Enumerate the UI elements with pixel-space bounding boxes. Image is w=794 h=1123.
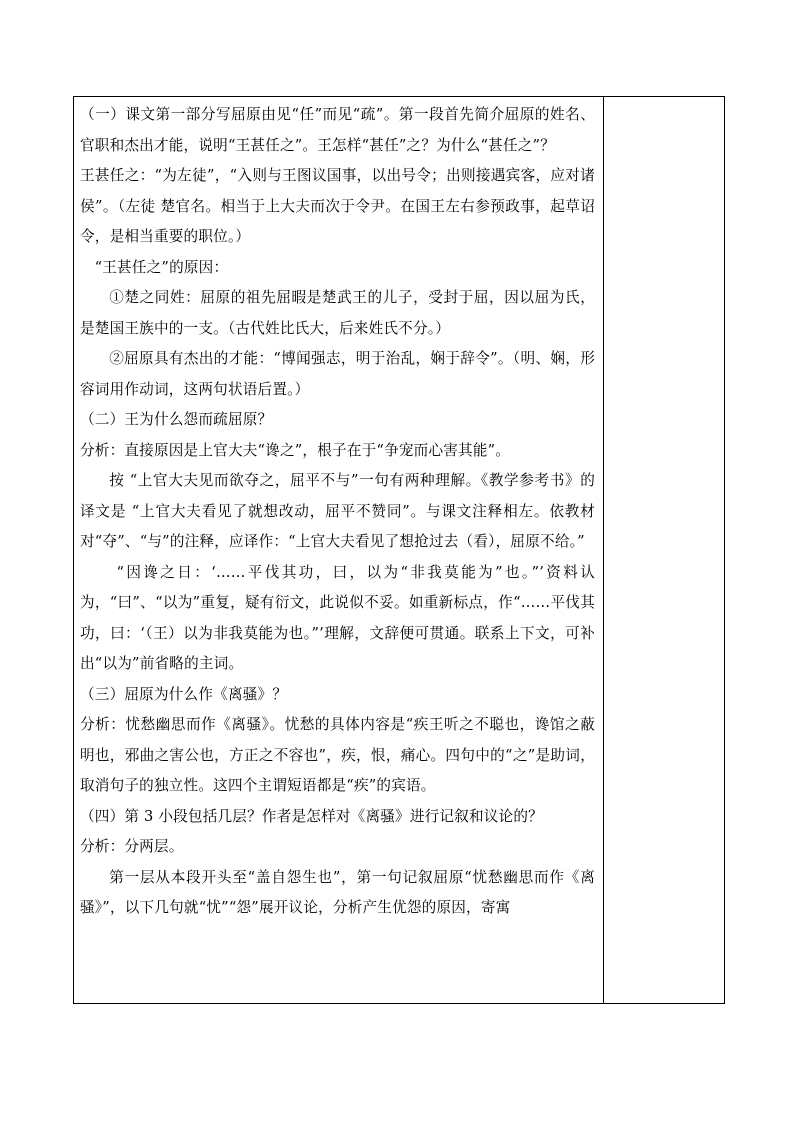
section-4-analysis: 分析：分两层。: [80, 838, 184, 855]
lesson-plan-table: [73, 96, 725, 1004]
section-3-analysis: 分析：忧愁幽思而作《离骚》。忧愁的具体内容是“疾王听之不聪也，谗馆之蔽明也，邪曲之害公也，方正之不容也”，疾，恨，痛心。四句中的“之”是助词，取消句子的独立性。这四个主谓短语都是“疾”的宾语。: [80, 716, 595, 794]
table-row: [74, 97, 725, 1004]
reason-item-2: ②屈原具有杰出的才能：“博闻强志，明于治乱，娴于辞令”。（明、娴，形容词用作动词，这两句状语后置。）: [80, 350, 595, 398]
section-1-answer: 王甚任之：“为左徒”，“入则与王图议国事，以出号令；出则接遇宾客，应对诸侯”。（左徒 楚官名。相当于上大夫而次于令尹。在国王左右参预政事，起草诏令，是相当重要的职位。）: [80, 167, 595, 245]
content-body: [74, 97, 603, 1003]
reason-item-1: ①楚之同姓：屈原的祖先屈暇是楚武王的儿子，受封于屈，因以屈为氏，是楚国王族中的一支。（古代姓比氏大，后来姓氏不分。）: [80, 289, 595, 337]
section-4-layer-1: 第一层从本段开头至“盖自怨生也”，第一句记叙屈原“忧愁幽思而作《离骚》”，以下几句就“忧”“怨”展开议论，分析产生优怨的原因，寄寓: [80, 868, 595, 916]
side-notes-cell: [604, 97, 725, 1004]
section-1-heading: （一）课文第一部分写屈原由见“任”而见“疏”。第一段首先简介屈原的姓名、官职和杰出才能，说明“王甚任之”。王怎样“甚任”之？为什么“甚任之”？: [80, 106, 595, 154]
section-2-note-1: 按 “上官大夫见而欲夺之，屈平不与”一句有两种理解。《教学参考书》的译文是 “上官大夫看见了就想改动，屈平不赞同”。与课文注释相左。依教材对“夺”、“与”的注释，应译作：“上官大夫看见了想抢过去（看），屈原不给。”: [80, 472, 595, 550]
section-2-note-2: “因谗之日：‘……平伐其功，曰，以为“非我莫能为”也。”’资料认为，“曰”、“以为”重复，疑有衍文，此说似不妥。如重新标点，作“……平伐其功，曰：‘（王）以为非我莫能为也。”’理解，文辞便可贯通。联系上下文，可补出“以为”前省略的主词。: [80, 563, 595, 672]
reason-title: “王甚任之”的原因：: [94, 258, 229, 276]
section-2-analysis: 分析：直接原因是上官大夫“谗之”，根子在于“争宠而心害其能”。: [80, 441, 511, 459]
main-content-cell: [74, 97, 604, 1004]
section-3-heading: （三）屈原为什么作《离骚》？: [80, 685, 288, 703]
section-2-heading: （二）王为什么怨而疏屈原？: [80, 411, 273, 428]
section-4-heading: （四）第 3 小段包括几层？作者是怎样对《离骚》进行记叙和议论的？: [80, 807, 543, 825]
